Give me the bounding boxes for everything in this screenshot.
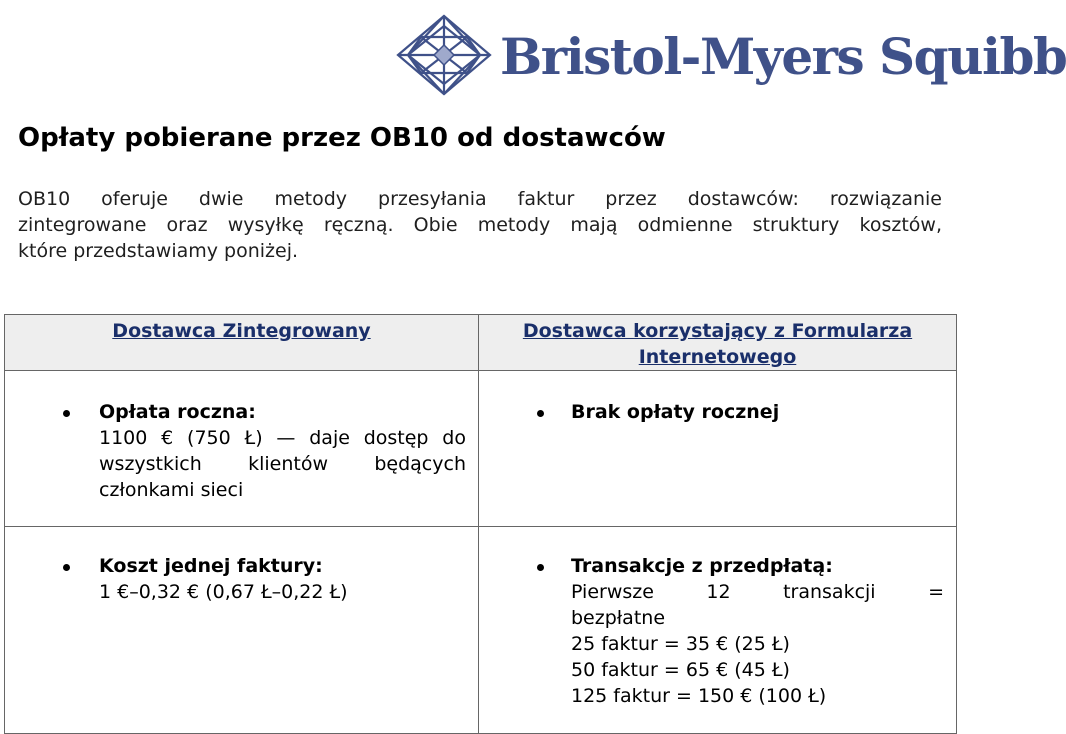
annual-fee-title: Opłata roczna: — [99, 401, 256, 423]
column-header-web-form — [479, 315, 957, 371]
integrated-invoice-cost-cell — [5, 527, 479, 734]
invoice-cost-detail: 1 €–0,32 € (0,67 Ł–0,22 Ł) — [99, 581, 348, 603]
column-header-integrated — [5, 315, 479, 371]
prepaid-detail: 125 faktur = 150 € (100 Ł) — [571, 685, 827, 707]
web-form-prepaid-cell — [479, 527, 957, 734]
prepaid-detail: Pierwsze 12 transakcji = — [571, 581, 944, 603]
column-header-web-form-label: Dostawca korzystający z Formularza Internetowego — [522, 320, 913, 368]
column-header-integrated-label: Dostawca Zintegrowany — [112, 320, 371, 342]
intro-line: zintegrowane oraz wysyłkę ręczną. Obie metody mają odmienne struktury kosztów, — [18, 214, 942, 236]
annual-fee-detail: 1100 € (750 Ł) — daje dostęp do — [99, 427, 466, 449]
brand-logo — [388, 12, 1066, 98]
page-title: Opłaty pobierane przez OB10 od dostawców — [18, 123, 666, 153]
web-form-annual-fee-cell — [479, 371, 957, 527]
brand-name: Bristol-Myers Squibb — [500, 27, 1066, 86]
intro-line: OB10 oferuje dwie metody przesyłania faktur przez dostawców: rozwiązanie — [18, 188, 942, 210]
annual-fee-detail: wszystkich klientów będących — [99, 453, 466, 475]
intro-paragraph — [18, 186, 942, 264]
fee-comparison-table — [4, 314, 957, 734]
prepaid-detail: 25 faktur = 35 € (25 Ł) — [571, 633, 790, 655]
integrated-annual-fee-cell — [5, 371, 479, 527]
intro-line: które przedstawiamy poniżej. — [18, 240, 299, 262]
prepaid-detail: bezpłatne — [571, 607, 666, 629]
annual-fee-detail: członkami sieci — [99, 479, 244, 501]
invoice-cost-title: Koszt jednej faktury: — [99, 555, 323, 577]
no-annual-fee-title: Brak opłaty rocznej — [571, 401, 780, 423]
bms-star-logo-icon — [388, 12, 500, 98]
prepaid-detail: 50 faktur = 65 € (45 Ł) — [571, 659, 790, 681]
prepaid-title: Transakcje z przedpłatą: — [571, 555, 833, 577]
